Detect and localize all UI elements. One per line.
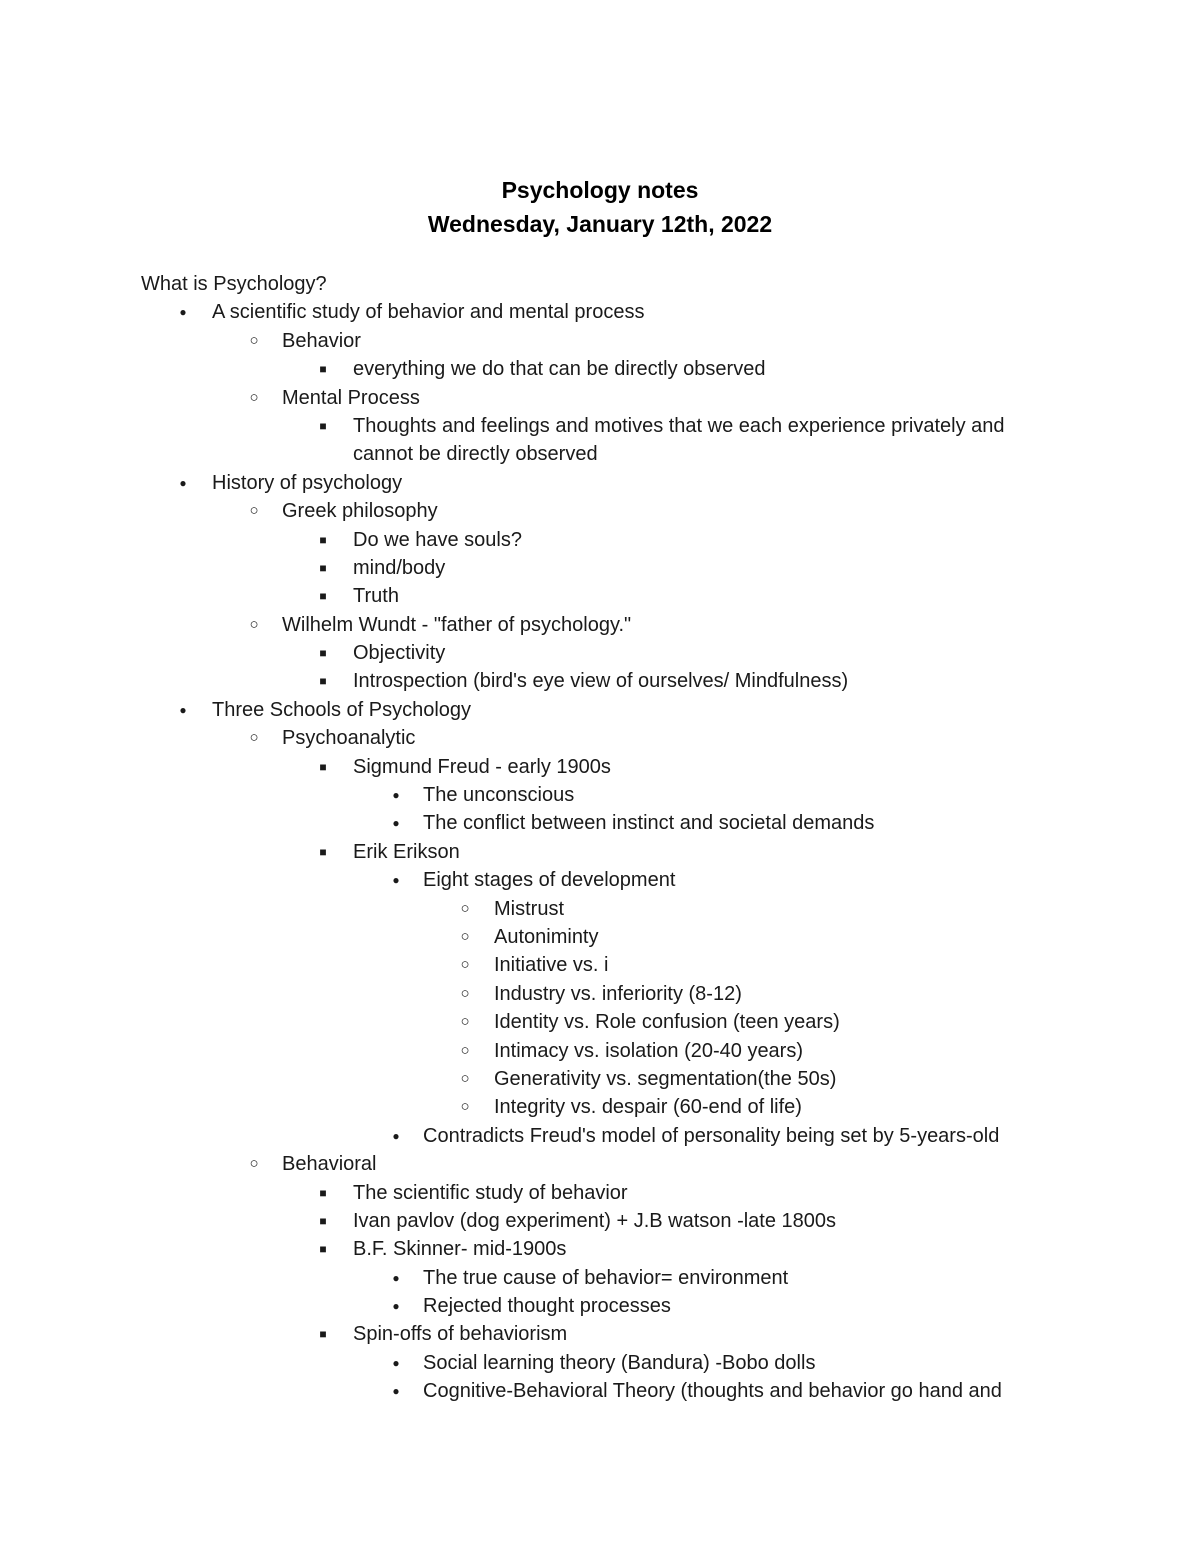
list-item [0,327,1200,355]
list-item [0,866,1200,894]
circle-bullet-icon [455,923,475,951]
list-item-text: A scientific study of behavior and mental process [212,301,645,324]
list-item-text: Mistrust [494,897,564,920]
list-item [0,781,1200,809]
list-item-text: Thoughts and feelings and motives that we each experience privately and [353,414,1005,437]
list-item-text: Autoniminty [494,925,599,948]
list-item [0,1037,1200,1065]
list-item-text: Cognitive-Behavioral Theory (thoughts and behavior go hand and [423,1380,1002,1403]
list-item-text: Mental Process [282,386,420,409]
circle-bullet-icon [244,611,264,639]
list-item [0,1377,1200,1405]
list-item-text: Three Schools of Psychology [212,698,472,721]
circle-bullet-icon [455,895,475,923]
list-item-text: Behavior [282,329,361,352]
list-item-text: Psychoanalytic [282,727,416,750]
square-bullet-icon [313,1235,333,1263]
circle-bullet-icon [244,1150,264,1178]
list-item-text: Behavioral [282,1153,377,1176]
square-bullet-icon [313,1179,333,1207]
circle-bullet-icon [244,497,264,525]
list-item [0,1320,1200,1348]
disc-bullet-icon [386,781,406,809]
list-item [0,1292,1200,1320]
list-item [0,270,1200,298]
list-item-text: Intimacy vs. isolation (20-40 years) [494,1039,804,1062]
list-item [0,412,1200,440]
list-item [0,384,1200,412]
list-item-text: Wilhelm Wundt - "father of psychology." [282,613,632,636]
list-item [0,1065,1200,1093]
page-date: Wednesday, January 12th, 2022 [427,211,773,237]
disc-bullet-icon [386,809,406,837]
list-item [0,440,1200,468]
list-item [0,1207,1200,1235]
list-item-text: everything we do that can be directly observed [353,358,766,381]
list-item-text: The unconscious [423,784,575,807]
list-item-text: Generativity vs. segmentation(the 50s) [494,1067,837,1090]
disc-bullet-icon [173,469,193,497]
square-bullet-icon [313,526,333,554]
disc-bullet-icon [386,1264,406,1292]
list-item [0,980,1200,1008]
list-item-text: Greek philosophy [282,500,438,523]
list-item [0,923,1200,951]
list-item-text: Contradicts Freud's model of personality being set by 5-years-old [423,1124,1000,1147]
list-item [0,838,1200,866]
list-item-text: Spin-offs of behaviorism [353,1323,568,1346]
disc-bullet-icon [386,866,406,894]
circle-bullet-icon [244,724,264,752]
list-item [0,469,1200,497]
list-item [0,1122,1200,1150]
list-item-text: Integrity vs. despair (60-end of life) [494,1096,802,1119]
page-title: Psychology notes [501,177,699,203]
list-item-text: The scientific study of behavior [353,1181,628,1204]
list-item-text: The true cause of behavior= environment [423,1266,789,1289]
circle-bullet-icon [455,1065,475,1093]
list-item [0,1008,1200,1036]
list-item [0,724,1200,752]
list-item [0,1235,1200,1263]
list-item-text: Erik Erikson [353,840,460,863]
list-item [0,611,1200,639]
list-item [0,1150,1200,1178]
list-item [0,696,1200,724]
list-item [0,809,1200,837]
list-item [0,667,1200,695]
square-bullet-icon [313,753,333,781]
disc-bullet-icon [386,1377,406,1405]
list-item [0,1179,1200,1207]
square-bullet-icon [313,554,333,582]
circle-bullet-icon [455,1037,475,1065]
list-item-text: Rejected thought processes [423,1295,671,1318]
square-bullet-icon [313,667,333,695]
list-item-text: Objectivity [353,642,446,665]
list-item [0,1349,1200,1377]
circle-bullet-icon [455,1093,475,1121]
list-item-text: Do we have souls? [353,528,522,551]
list-item-text: Industry vs. inferiority (8-12) [494,982,742,1005]
list-item [0,554,1200,582]
list-item-text: What is Psychology? [141,273,327,295]
list-item-text: Ivan pavlov (dog experiment) + J.B watson -late 1800s [353,1209,837,1232]
disc-bullet-icon [386,1349,406,1377]
list-item-text: Truth [353,585,399,608]
notes-outline [0,270,1200,1406]
list-item-text: Eight stages of development [423,869,676,892]
disc-bullet-icon [173,696,193,724]
square-bullet-icon [313,412,333,440]
list-item [0,298,1200,326]
list-item-text: mind/body [353,556,446,579]
list-item [0,639,1200,667]
square-bullet-icon [313,1207,333,1235]
list-item [0,1264,1200,1292]
list-item [0,1093,1200,1121]
list-item [0,497,1200,525]
list-item-text: B.F. Skinner- mid-1900s [353,1238,567,1261]
circle-bullet-icon [455,951,475,979]
circle-bullet-icon [244,384,264,412]
list-item-text: History of psychology [212,471,403,494]
list-item-text: Social learning theory (Bandura) -Bobo dolls [423,1351,816,1374]
circle-bullet-icon [455,1008,475,1036]
square-bullet-icon [313,582,333,610]
square-bullet-icon [313,355,333,383]
square-bullet-icon [313,1320,333,1348]
list-item-text: Sigmund Freud - early 1900s [353,755,611,778]
list-item-text: Identity vs. Role confusion (teen years) [494,1011,840,1034]
list-item-text: Introspection (bird's eye view of ourselves/ Mindfulness) [353,670,849,693]
circle-bullet-icon [244,327,264,355]
circle-bullet-icon [455,980,475,1008]
disc-bullet-icon [386,1292,406,1320]
list-item [0,355,1200,383]
square-bullet-icon [313,838,333,866]
list-item [0,895,1200,923]
list-item-text: cannot be directly observed [353,443,598,466]
list-item [0,951,1200,979]
disc-bullet-icon [386,1122,406,1150]
list-item-text: The conflict between instinct and societal demands [423,812,875,835]
list-item-text: Initiative vs. i [494,954,609,977]
list-item [0,582,1200,610]
square-bullet-icon [313,639,333,667]
disc-bullet-icon [173,298,193,326]
list-item [0,526,1200,554]
list-item [0,753,1200,781]
